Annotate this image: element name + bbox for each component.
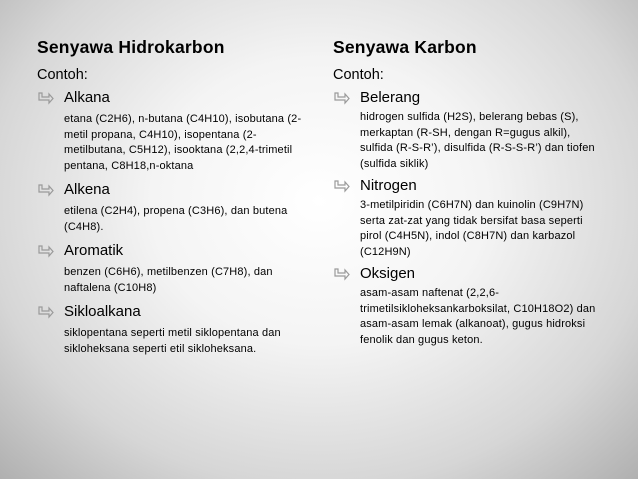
item-label: Aromatik [64,242,124,259]
bent-arrow-icon [334,91,350,105]
column-title: Senyawa Hidrokarbon [37,37,225,57]
list-item [333,87,603,172]
column-title: Senyawa Karbon [333,37,477,57]
item-text: asam-asam naftenat (2,2,6-trimetilsikloheksankarboksilat, C10H18O2) dan asam-asam lemak (alkanoat), gugus hidroksi fenolik dan gugus keton. [360,287,596,346]
item-label: Belerang [360,89,421,106]
list-item [37,301,307,357]
column-intro: Contoh: [333,67,384,83]
item-label: Sikloalkana [64,303,141,320]
column-intro: Contoh: [37,67,88,83]
item-label: Alkena [64,181,110,198]
bent-arrow-icon [38,183,54,197]
item-text: etilena (C2H4), propena (C3H6), dan butena (C4H8). [64,205,288,233]
list-item [333,175,603,260]
item-text: 3-metilpiridin (C6H7N) dan kuinolin (C9H7N) serta zat-zat yang tidak bersifat basa seperti pirol (C4H5N), indol (C8H7N) dan karbazol (C12H9N) [360,199,584,258]
item-text: etana (C2H6), n-butana (C4H10), isobutana (2-metil propana, C4H10), isopentana (2-metilbutana, C5H12), isooktana (2,2,4-trimetil pentana, C8H18,n-oktana [64,113,302,172]
item-label: Nitrogen [360,177,417,194]
list-item [37,179,307,235]
bent-arrow-icon [334,267,350,281]
bent-arrow-icon [38,91,54,105]
item-text: benzen (C6H6), metilbenzen (C7H8), dan naftalena (C10H8) [64,266,273,294]
item-text: siklopentana seperti metil siklopentana dan sikloheksana seperti etil sikloheksana. [64,327,281,355]
bent-arrow-icon [38,244,54,258]
bent-arrow-icon [38,305,54,319]
hydrocarbon-column [37,34,307,362]
list-item [37,87,307,174]
item-text: hidrogen sulfida (H2S), belerang bebas (S), merkaptan (R-SH, dengan R=gugus alkil), sulfida (R-S-R’), disulfida (R-S-S-R’) dan tiofen (sulfida siklik) [360,111,595,170]
list-item [37,240,307,296]
item-label: Oksigen [360,265,416,282]
bent-arrow-icon [334,179,350,193]
carbon-column [333,34,603,351]
list-item [333,263,603,348]
item-label: Alkana [64,89,110,106]
